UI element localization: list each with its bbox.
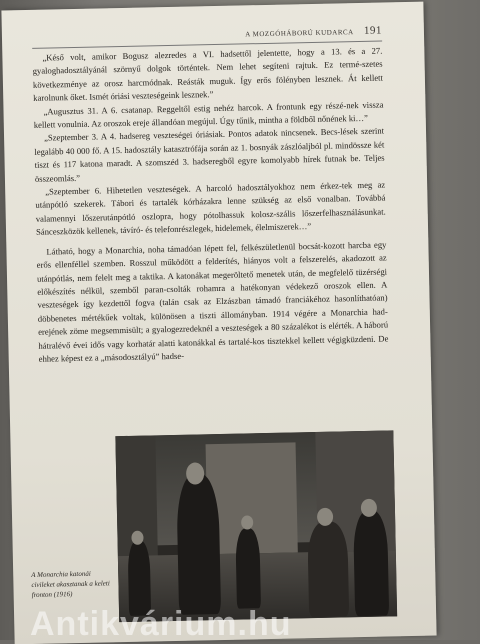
- paragraph: „Késő volt, amikor Bogusz alezredes a VI. hadsettől jelentette, hogy a 13. és a 27. gyaloghadosztályánál szörnyű dolgok történtek. Nem lehet segíteni rajtuk. Ez termé-szetes következménye az orosz harcmódnak. Reásták muguk. Így erős fölényben lesznek. Át kellett karolnunk őket. Ismét óriási veszteségeink lesznek.”: [32, 45, 383, 104]
- photo-caption: A Monarchia katonái civileket akasztanak a keleti fronton (1916): [31, 569, 110, 599]
- chapter-title: A MOZGÓHÁBORÚ KUDARCA: [245, 28, 354, 39]
- page-number: 191: [363, 24, 383, 37]
- body-text: [32, 45, 389, 367]
- paragraph: „Szeptember 3. A 4. hadsereg veszteségei óriásiak. Pontos adatok nincsenek. Becs-lések szerint legalább 40 000 fő. A 15. hadosztály katasztrófája során az 1. bosnyák zászlóaljból pl. mindössze két tiszt és 117 katona maradt. A szomszéd 3. hadseregből egyre komolyabb hírek futnak be. Teljes összeomlás.”: [34, 125, 385, 184]
- paragraph: „Augusztus 31. A 6. csatanap. Reggeltől estig nehéz harcok. A frontunk egy részé-nek vissza kellett vonulnia. Az oroszok ereje állandóan megújul. Úgy tűnik, mintha a földből nőnének ki…”: [33, 99, 384, 130]
- photo-figure: [176, 474, 221, 615]
- photo-figure: [353, 511, 389, 617]
- watermark-logo: Antikvárium.hu: [30, 605, 292, 643]
- photo-figure: [307, 521, 349, 617]
- book-page: [1, 2, 436, 644]
- running-header: [192, 23, 382, 43]
- paragraph: Látható, hogy a Monarchia, noha támadóan lépett fel, felkészületlenül bocsát-kozott harcba egy erős ellenféllel szemben. Rosszul működött a felderítés, hiányos volt a felszerelés, akadozott az utánpótlás, nem felelt meg a taktika. A katonákat megeröltető menetek után, de megfelelő tüzérségi előkészítés nélkül, szemből paran-csolták rohamra a hatékonyan védekező oroszok ellen. A veszteségek így kezdettől fogva (talán csak az Elzászban támadó franciákéhoz hasonlíthatóan) döbbenetes mértékűek voltak, különösen a tiszti állományban. 1914 végére a Monarchia had-erejének zöme megsemmisült; a gyalogezredeknél a veszteségek a 80 százalékot is elérték. A háború hátralévő évei idős vagy korhatár alatti katonákkal és tartalé-kos tisztekkel kellett végigküzdeni. De ehhez képest ez a „másodosztályú” hadse-: [36, 239, 389, 364]
- historical-photo: [115, 430, 397, 622]
- photo-figure: [235, 528, 261, 608]
- paragraph: „Szeptember 6. Hihetetlen veszteségek. A harcoló hadosztályokhoz nem érkez-tek meg az utánpótló szekerek. Tábori és tartalék kórházakra lenne szükség az első vonalban. Továbbá valamennyi lőszerutánpótló oszlopra, hogy pótolhassuk kolosz-szális lőszerfelhasználásunkat. Sánceszközök kellenek, távíró- és telefonrészlegek, hidelemek, élelmiszerek…”: [35, 179, 386, 238]
